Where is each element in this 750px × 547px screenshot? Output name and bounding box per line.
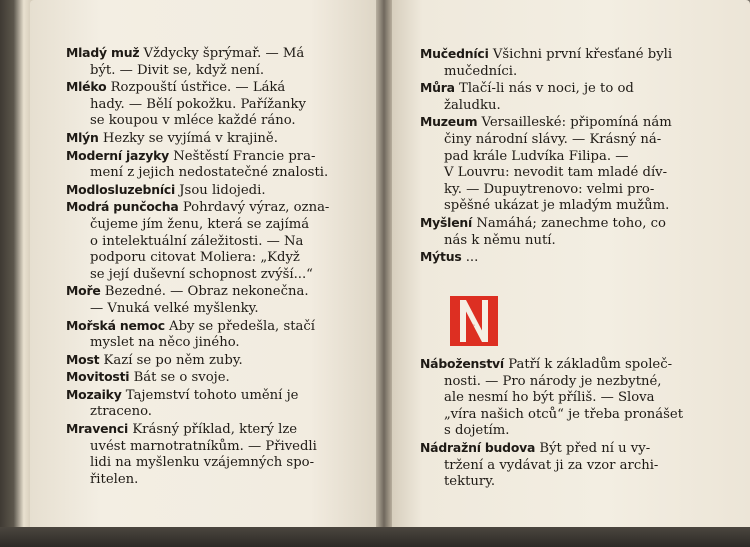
entry-line — [66, 352, 348, 370]
entry-definition-text: Bezedné. — Obraz nekonečna. — [104, 284, 309, 300]
entry-definition-text: řitelen. — [90, 471, 139, 487]
entry-line — [66, 301, 348, 318]
entry-headword: Mléko — [66, 79, 107, 95]
entry-headword: Modlosluzebníci — [66, 181, 176, 197]
entry-definition-text: nás k němu nutí. — [444, 232, 556, 248]
entry-headword: Náboženství — [420, 356, 504, 371]
entry-line — [420, 46, 710, 64]
entry-definition-text: o intelektuální záležitosti. — Na — [90, 233, 304, 249]
entry-definition-text: tektury. — [444, 474, 496, 490]
entry-definition-text: Neštěstí Francie pra- — [173, 148, 316, 164]
entry-headword: Modrá punčocha — [66, 199, 179, 215]
entry-definition-text: být. — Divit se, když není. — [90, 62, 265, 78]
entry-definition-text: Tajemství tohoto umění je — [125, 387, 299, 403]
entry-headword: Mozaiky — [66, 386, 122, 402]
background-surface — [0, 527, 750, 547]
entry-definition-text: Patří k základům společ- — [508, 357, 673, 372]
entry-definition-text: spěšné ukázat je mladým mužům. — [444, 198, 670, 214]
entry-line — [420, 132, 710, 149]
entry-headword: Mlýn — [66, 129, 99, 145]
entry-line — [66, 130, 348, 148]
entry-line — [66, 234, 348, 251]
entry-definition-text: nosti. — Pro národy je nezbytné, — [444, 373, 662, 389]
entry-line — [66, 250, 348, 267]
entry-line — [66, 455, 348, 472]
entry-line — [66, 404, 348, 421]
entry-line — [66, 63, 348, 80]
entry-line — [420, 182, 710, 199]
dictionary-entry — [66, 421, 348, 488]
entry-definition-text: Tlačí-li nás v noci, je to od — [459, 81, 634, 97]
entry-line — [420, 215, 710, 233]
entry-definition-text: mučedníci. — [444, 63, 518, 79]
entry-headword: Mučedníci — [420, 46, 489, 61]
dictionary-entry — [420, 46, 710, 80]
dictionary-entry — [66, 199, 348, 283]
right-page-text — [420, 46, 710, 267]
entry-headword: Mravenci — [66, 421, 129, 437]
entry-line — [66, 335, 348, 352]
entry-line — [420, 374, 710, 391]
entry-line — [420, 98, 710, 115]
entry-headword: Myšlení — [420, 214, 473, 230]
entry-line — [420, 165, 710, 182]
dictionary-entry — [66, 369, 348, 387]
entry-definition-text: V Louvru: nevodit tam mladé dív- — [444, 165, 668, 181]
dictionary-entry — [66, 387, 348, 421]
entry-line — [420, 233, 710, 250]
section-letter: N — [473, 325, 475, 327]
entry-line — [66, 439, 348, 456]
dictionary-entry — [420, 215, 710, 249]
entry-line — [420, 390, 710, 407]
entry-line — [420, 114, 710, 132]
entry-definition-text: Versailleské: připomíná nám — [481, 115, 672, 131]
entry-definition-text: „víra našich otců“ je třeba pronášet — [444, 406, 683, 422]
entry-definition-text: ky. — Dupuytrenovo: velmi pro- — [444, 181, 655, 197]
entry-definition-text: uvést marnotratníkům. — Přivedli — [90, 438, 317, 454]
entry-line — [66, 165, 348, 182]
dictionary-entry — [66, 79, 348, 130]
entry-definition-text: ztraceno. — [90, 404, 152, 420]
dictionary-entry — [66, 318, 348, 352]
entry-definition-text: Krásný příklad, který lze — [132, 422, 298, 438]
entry-line — [66, 217, 348, 234]
entry-definition-text: myslet na něco jiného. — [90, 335, 240, 351]
entry-line — [66, 45, 348, 63]
entry-line — [420, 423, 710, 440]
entry-line — [66, 79, 348, 97]
entry-headword: Mýtus — [420, 249, 462, 265]
dictionary-entry — [420, 356, 710, 440]
entry-definition-text: Jsou lidojedi. — [179, 182, 266, 198]
entry-definition-text: ale nesmí ho být příliš. — Slova — [444, 390, 655, 406]
section-letter-initial — [450, 296, 498, 346]
entry-line — [66, 421, 348, 439]
dictionary-entry — [420, 249, 710, 267]
entry-headword: Mořská nemoc — [66, 317, 165, 333]
letter-n-icon — [450, 296, 498, 346]
entry-line — [66, 318, 348, 336]
dictionary-entry — [66, 148, 348, 182]
entry-line — [66, 387, 348, 405]
left-page-text — [66, 45, 348, 488]
entry-line — [66, 472, 348, 489]
entry-definition-text: podporu citovat Moliera: „Když — [90, 250, 300, 266]
entry-line — [66, 199, 348, 217]
entry-definition-text: ... — [465, 250, 479, 266]
entry-line — [420, 407, 710, 424]
entry-headword: Mladý muž — [66, 45, 140, 60]
entry-line — [420, 356, 710, 374]
entry-line — [66, 283, 348, 301]
book-gutter — [376, 0, 392, 547]
entry-definition-text: Vždycky šprýmař. — Má — [143, 46, 305, 61]
entry-line — [66, 113, 348, 130]
entry-line — [66, 182, 348, 200]
entry-headword: Nádražní budova — [420, 439, 536, 455]
entry-definition-text: — Vnuká velké myšlenky. — [90, 300, 259, 316]
dictionary-entry — [420, 80, 710, 114]
entry-headword: Movitosti — [66, 369, 130, 385]
dictionary-entry — [66, 130, 348, 148]
entry-line — [420, 149, 710, 166]
entry-definition-text: činy národní slávy. — Krásný ná- — [444, 131, 662, 147]
entry-definition-text: pad krále Ludvíka Filipa. — — [444, 148, 629, 164]
entry-headword: Můra — [420, 80, 455, 96]
entry-headword: Most — [66, 351, 100, 367]
entry-headword: Moderní jazyky — [66, 147, 170, 163]
entry-line — [66, 97, 348, 114]
entry-definition-text: Rozpouští ústřice. — Láká — [110, 80, 286, 96]
entry-line — [66, 267, 348, 284]
entry-definition-text: žaludku. — [444, 97, 501, 113]
entry-definition-text: Namáhá; zanechme toho, co — [476, 215, 666, 231]
entry-definition-text: se koupou v mléce každé ráno. — [90, 113, 296, 129]
entry-line — [420, 458, 710, 475]
entry-definition-text: Pohrdavý výraz, ozna- — [182, 200, 330, 216]
entry-line — [420, 80, 710, 98]
dictionary-entry — [420, 114, 710, 215]
entry-line — [420, 440, 710, 458]
dictionary-entry — [66, 283, 348, 317]
entry-line — [420, 64, 710, 81]
entry-definition-text: hady. — Bělí pokožku. Pařížanky — [90, 96, 306, 112]
dictionary-entry — [420, 440, 710, 491]
entry-line — [66, 369, 348, 387]
dictionary-entry — [66, 45, 348, 79]
entry-definition-text: se její duševní schopnost zvýší...“ — [90, 266, 313, 282]
right-page-text-lower — [420, 356, 710, 491]
entry-definition-text: Bát se o svoje. — [133, 370, 230, 386]
entry-definition-text: Kazí se po něm zuby. — [103, 352, 243, 368]
entry-definition-text: Všichni první křesťané byli — [492, 47, 673, 62]
entry-definition-text: Být před ní u vy- — [539, 440, 651, 456]
dictionary-entry — [66, 352, 348, 370]
entry-definition-text: Aby se předešla, stačí — [169, 318, 315, 334]
entry-line — [420, 249, 710, 267]
entry-headword: Moře — [66, 283, 101, 299]
entry-definition-text: tržení a vydávat ji za vzor archi- — [444, 457, 659, 473]
entry-definition-text: mení z jejich nedostatečné znalosti. — [90, 165, 329, 181]
entry-definition-text: lidi na myšlenku vzájemných spo- — [90, 455, 315, 471]
entry-definition-text: čujeme jím ženu, která se zajímá — [90, 216, 310, 232]
entry-headword: Muzeum — [420, 114, 478, 130]
entry-line — [420, 474, 710, 491]
page-stack-edge — [0, 0, 34, 547]
entry-line — [66, 148, 348, 166]
entry-line — [420, 198, 710, 215]
entry-definition-text: s dojetím. — [444, 423, 510, 439]
entry-definition-text: Hezky se vyjímá v krajině. — [102, 130, 278, 146]
dictionary-entry — [66, 182, 348, 200]
